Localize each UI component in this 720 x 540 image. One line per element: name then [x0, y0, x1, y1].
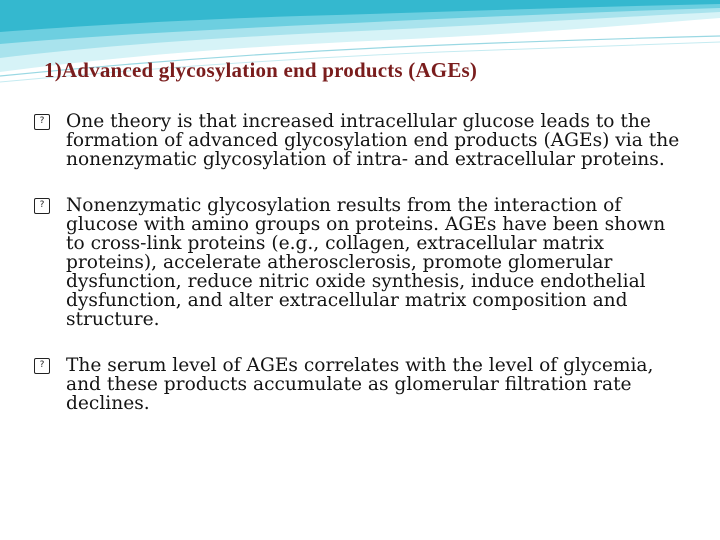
missing-glyph-icon: ?: [34, 198, 50, 214]
missing-glyph-icon: ?: [34, 358, 50, 374]
bullet-text: Nonenzymatic glycosylation results from the interaction of glucose with amino groups on proteins. AGEs have been shown to cross-link proteins (e.g., collagen, extracellular matrix proteins), accelerate atherosclerosis, promote glomerular dysfunction, reduce nitric oxide synthesis, induce endothelial dysfunction, and alter extracellular matrix composition and structure.: [66, 195, 666, 330]
bullet-text: One theory is that increased intracellular glucose leads to the formation of advanced glycosylation end products (AGEs) via the nonenzymatic glycosylation of intra- and extracellular proteins.: [66, 111, 680, 170]
bullet-text: The serum level of AGEs correlates with the level of glycemia, and these products accumulate as glomerular filtration rate declines.: [66, 355, 654, 414]
bullet-item: [34, 196, 689, 329]
bullet-item: [34, 112, 689, 169]
slide-title: 1)Advanced glycosylation end products (AGEs): [44, 58, 478, 82]
bullet-item: [34, 356, 689, 413]
missing-glyph-icon: ?: [34, 114, 50, 130]
bullet-list: [34, 112, 689, 440]
